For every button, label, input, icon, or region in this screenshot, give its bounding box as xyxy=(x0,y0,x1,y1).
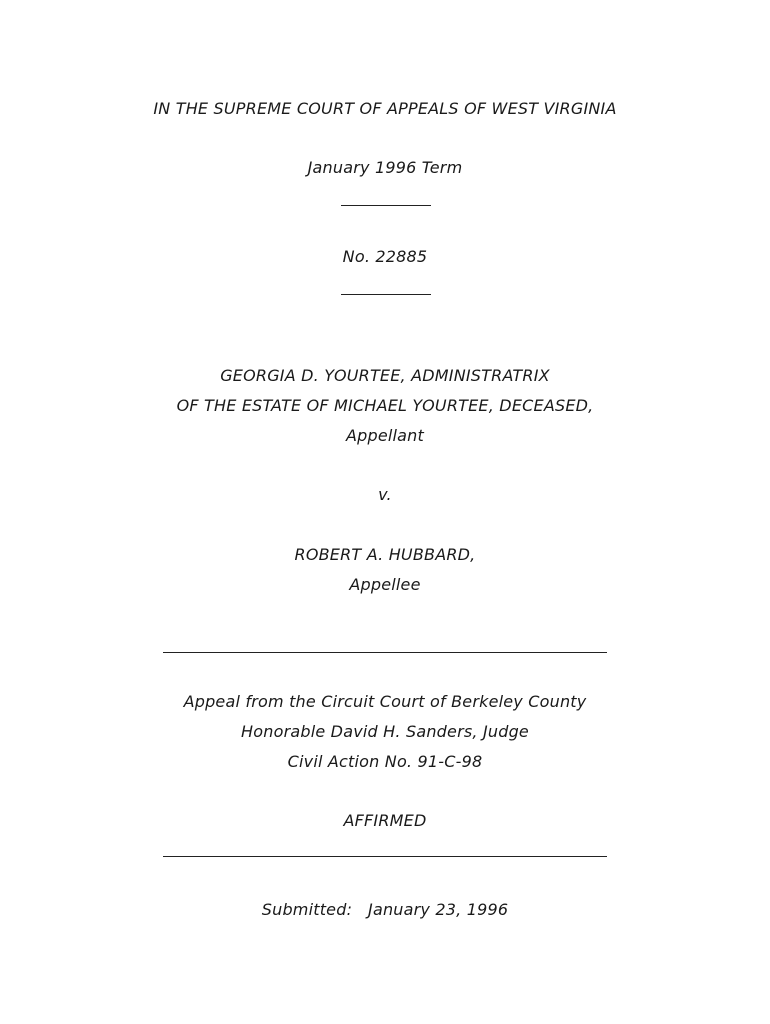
submitted-line xyxy=(0,900,770,920)
court-name: IN THE SUPREME COURT OF APPEALS OF WEST VIRGINIA xyxy=(153,99,617,118)
docket-number: No. 22885 xyxy=(342,247,428,266)
appeal-from: Appeal from the Circuit Court of Berkeley County xyxy=(183,692,587,711)
submitted-label: Submitted: xyxy=(261,900,353,919)
judge: Honorable David H. Sanders, Judge xyxy=(241,722,529,741)
divider-short-2 xyxy=(341,294,431,295)
appellee-role: Appellee xyxy=(349,575,421,594)
versus: v. xyxy=(378,485,392,504)
submitted-date: January 23, 1996 xyxy=(368,900,509,919)
appellant-line-1: GEORGIA D. YOURTEE, ADMINISTRATRIX xyxy=(220,366,550,385)
appellant-role: Appellant xyxy=(345,426,424,445)
term: January 1996 Term xyxy=(307,158,463,177)
appellee-name: ROBERT A. HUBBARD, xyxy=(294,545,476,564)
appellant-line-2: OF THE ESTATE OF MICHAEL YOURTEE, DECEASED, xyxy=(176,396,594,415)
divider-short-1 xyxy=(341,205,431,206)
divider-long-1 xyxy=(163,652,607,653)
disposition: AFFIRMED xyxy=(343,811,427,830)
civil-action: Civil Action No. 91-C-98 xyxy=(287,752,483,771)
divider-long-2 xyxy=(163,856,607,857)
